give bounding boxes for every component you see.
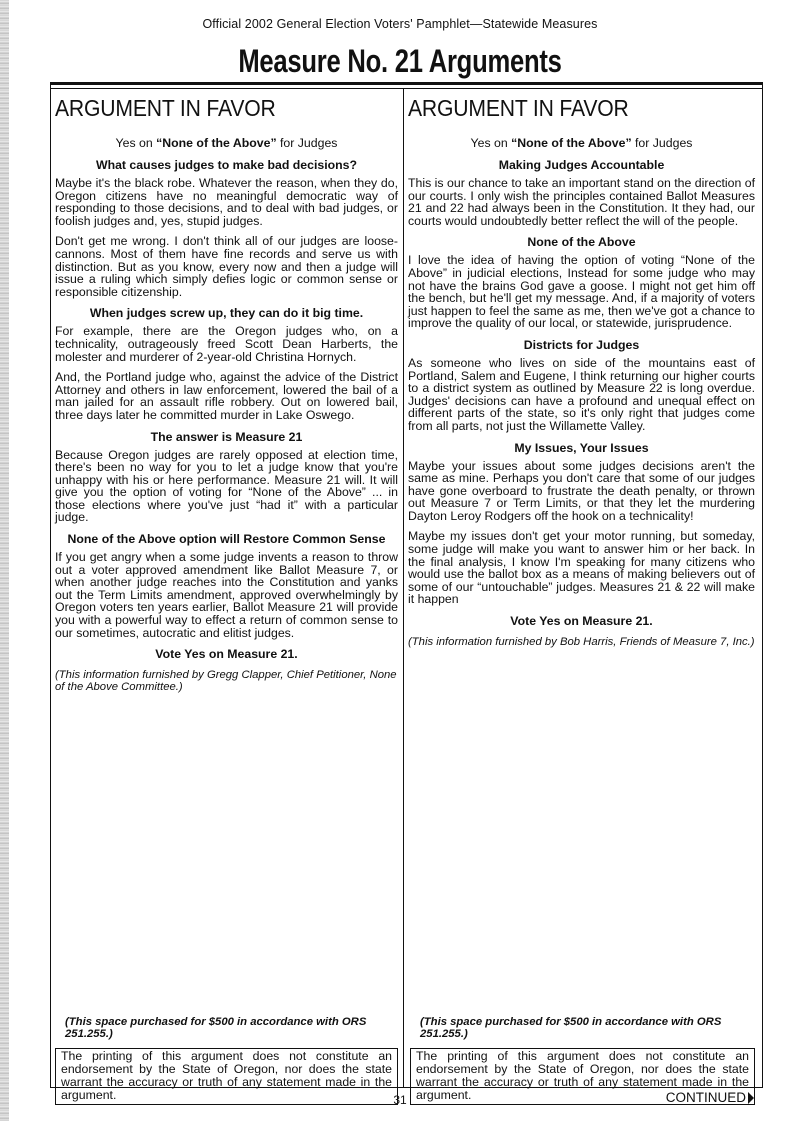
right-column-title: ARGUMENT IN FAVOR — [408, 95, 629, 121]
right-heading-4: My Issues, Your Issues — [514, 440, 649, 455]
left-subtitle-prefix: Yes on — [115, 136, 157, 150]
left-heading-1: What causes judges to make bad decisions? — [95, 158, 358, 172]
frame-right-border — [762, 82, 763, 1088]
left-column-title: ARGUMENT IN FAVOR — [55, 95, 276, 121]
left-paragraph-3: For example, there are the Oregon judges who, on a technicality, outrageously freed Scott Dean Harberts, the molester and murderer of 2-year-old Christina Hornych. — [55, 324, 398, 364]
right-paragraph-5: Maybe my issues don't get your motor running, but someday, some judge will make you want to answer him or her back. In the final analysis, I know I'm speaking for many citizens who would use the ballot box as a means of making believers out of some of our “untouchable” judges. Measures 21 & 22 will make it happen — [408, 529, 755, 607]
right-subtitle-suffix: for Judges — [631, 136, 693, 150]
left-subtitle-bold: “None of the Above” — [156, 136, 277, 150]
right-argument — [408, 89, 755, 1087]
right-subtitle — [408, 136, 755, 150]
continued-label: CONTINUED — [665, 1090, 746, 1105]
right-subtitle-prefix: Yes on — [470, 136, 512, 150]
right-paragraph-1: This is our chance to take an important stand on the direction of our courts. I only wish the principles contained Ballot Measures 21 and 22 had always been in the Constitution. It they had, our courts would undoubtedly better reflect the will of the people. — [408, 176, 755, 228]
left-paragraph-5: Because Oregon judges are rarely opposed at election time, there's been no way for you to let a judge know that you're unhappy with his or here performance. Measure 21 will. It will give you the option of voting for “None of the Above” ... in those elections where you've just “had it” with a particular judge. — [55, 447, 398, 525]
right-heading-1: Making Judges Accountable — [498, 158, 665, 172]
right-paragraph-3: As someone who lives on side of the mountains east of Portland, Salem and Eugene, I think returning our higher courts to a district system as outlined by Measure 22 is long overdue. Judges' decisions can have a profound and unequal effect on different parts of the state, so it's only right that judges come from all parts, not just the Willamette Valley. — [408, 355, 755, 433]
left-attribution: (This information furnished by Gregg Clapper, Chief Petitioner, None of the Above Committee.) — [55, 669, 397, 694]
page-title: Measure No. 21 Arguments — [238, 43, 562, 79]
scan-edge — [0, 0, 9, 1121]
page-number: 31 — [393, 1093, 407, 1107]
continued-link[interactable] — [666, 1090, 754, 1105]
right-purchased-note: (This space purchased for $500 in accordance with ORS 251.255.) — [420, 1016, 722, 1040]
column-divider — [403, 89, 404, 1088]
left-purchased-note: (This space purchased for $500 in accordance with ORS 251.255.) — [65, 1016, 367, 1040]
left-heading-3: The answer is Measure 21 — [150, 429, 303, 444]
right-disclaimer: The printing of this argument does not constitute an endorsement by the State of Oregon, nor does the state warrant the accuracy or truth of any statement made in the argument. — [410, 1048, 755, 1105]
right-heading-2: None of the Above — [527, 235, 636, 250]
arrow-right-icon — [748, 1092, 754, 1104]
right-subtitle-bold: “None of the Above” — [511, 136, 632, 150]
right-paragraph-2: I love the idea of having the option of voting “None of the Above” in judicial elections, Instead for some judge who may not have the brains God gave a goose. I might not get him off the bench, but he'll get my message. And, if a majority of voters just happen to feel the same as me, then we've got a chance to improve the quality of our local, or statewide, jurisprudence. — [408, 253, 755, 331]
frame-left-border — [50, 82, 51, 1088]
right-attribution: (This information furnished by Bob Harris, Friends of Measure 7, Inc.) — [408, 636, 755, 649]
publication-header: Official 2002 General Election Voters' Pamphlet—Statewide Measures — [202, 17, 598, 31]
left-heading-2: When judges screw up, they can do it big time. — [89, 306, 364, 321]
right-closing: Vote Yes on Measure 21. — [510, 614, 653, 629]
left-paragraph-2: Don't get me wrong. I don't think all of our judges are loose-cannons. Most of them have fine records and serve us with distinction. But as you know, every now and then a judge will issue a ruling which simply defies logic or common sense or responsible citizenship. — [55, 234, 398, 299]
left-paragraph-4: And, the Portland judge who, against the advice of the District Attorney and others in law enforcement, lowered the bail of a man jailed for an assault rifle robbery. Out on lowered bail, three days later he committed murder in Lake Oswego. — [55, 370, 398, 422]
right-paragraph-4: Maybe your issues about some judges decisions aren't the same as mine. Perhaps you don't care that some of our judges have gone overboard to frustrate the death penalty, or thrown out Measure 7 or Term Limits, or that they let the murdering Dayton Leroy Rodgers off the hook on a technicality! — [408, 458, 755, 523]
title-rule — [50, 82, 763, 85]
left-subtitle — [55, 136, 398, 150]
left-disclaimer-block — [55, 1016, 398, 1105]
left-subtitle-suffix: for Judges — [276, 136, 338, 150]
left-paragraph-6: If you get angry when a some judge invents a reason to throw out a voter approved amendment like Ballot Measure 7, or when another judge reaches into the Constitution and yanks out the Term Limits amendment, approved overwhelmingly by Oregon voters ten years earlier, Ballot Measure 21 will provide you with a powerful way to effect a return of common sense to our sometimes, autocratic and elitist judges. — [55, 550, 398, 640]
left-closing: Vote Yes on Measure 21. — [155, 647, 298, 662]
left-heading-4: None of the Above option will Restore Common Sense — [67, 532, 386, 547]
left-paragraph-1: Maybe it's the black robe. Whatever the reason, when they do, Oregon citizens have no meaningful democratic way of responding to those decisions, and to deal with bad judges, or foolish judges and, yes, stupid judges. — [55, 176, 398, 228]
left-disclaimer: The printing of this argument does not constitute an endorsement by the State of Oregon, nor does the state warrant the accuracy or truth of any statement made in the argument. — [55, 1048, 398, 1105]
left-argument — [55, 89, 398, 1087]
right-heading-3: Districts for Judges — [523, 337, 640, 352]
